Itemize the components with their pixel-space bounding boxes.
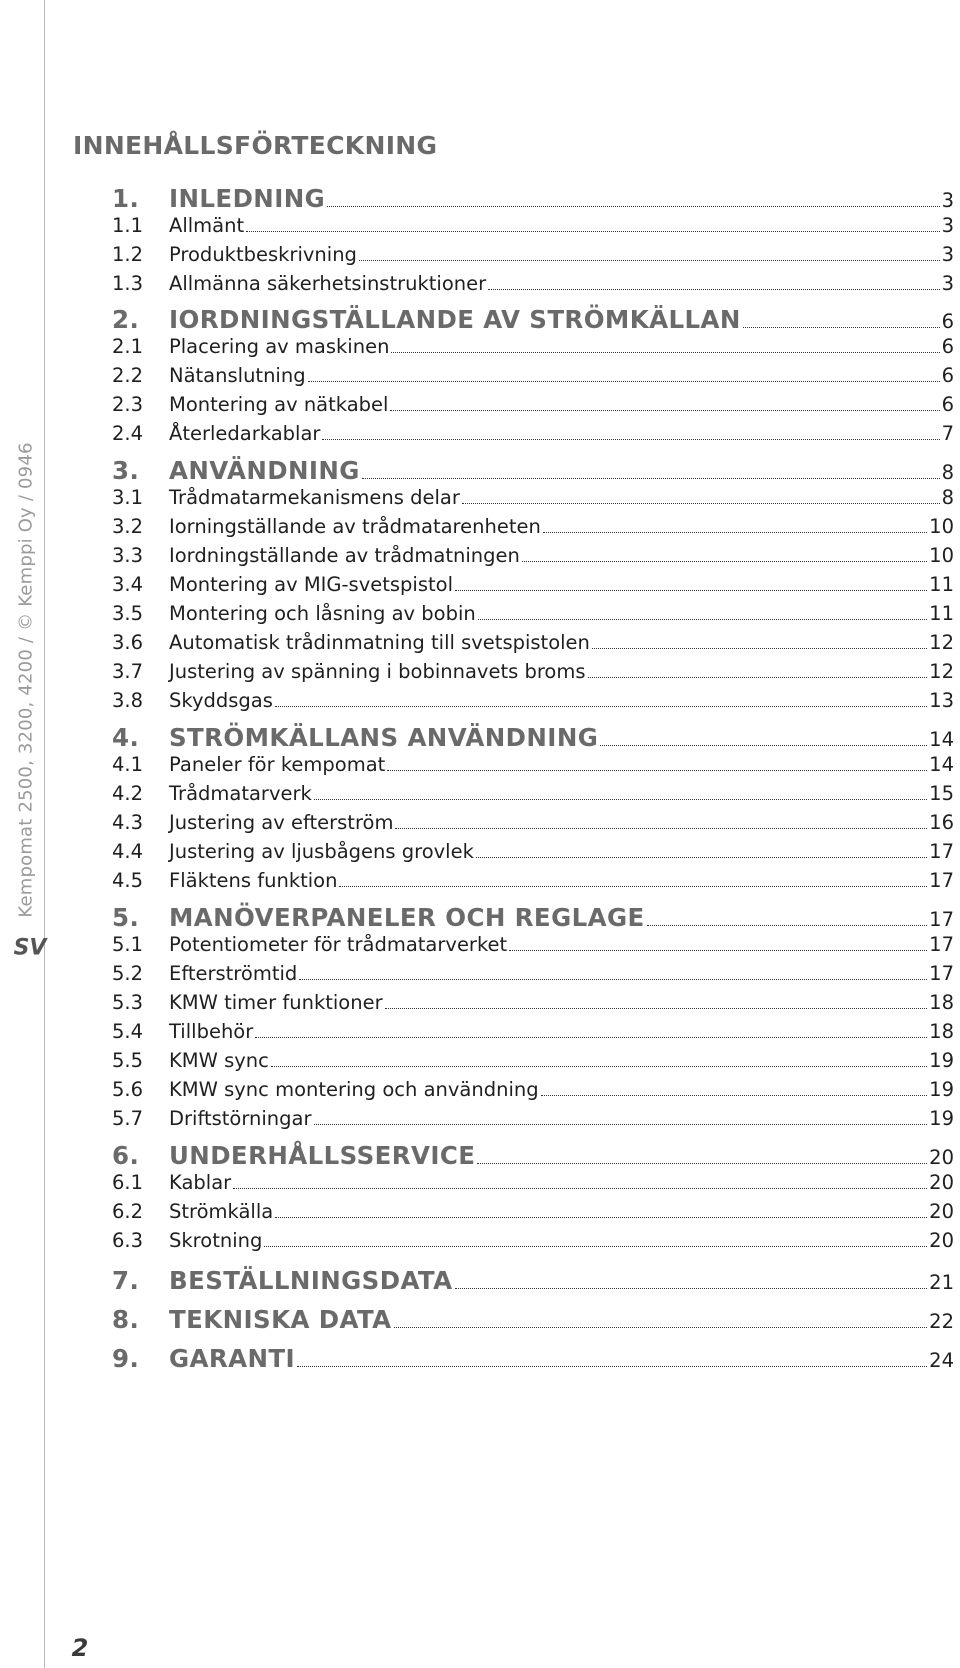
toc-entry-number: 2.3	[112, 393, 144, 416]
dot-leader	[308, 377, 940, 382]
toc-subsection-row[interactable]	[112, 602, 954, 625]
toc-title: INNEHÅLLSFÖRTECKNING	[73, 131, 438, 160]
toc-entry-label: Allmänt	[169, 214, 245, 237]
toc-entry-number: 6.3	[112, 1229, 144, 1252]
toc-subsection-row[interactable]	[112, 243, 954, 266]
toc-subsection-row[interactable]	[112, 573, 954, 596]
toc-entry-page: 6	[941, 335, 954, 358]
toc-entry-label: KMW sync	[169, 1049, 269, 1072]
toc-subsection-row[interactable]	[112, 422, 954, 445]
toc-entry-page: 8	[941, 461, 954, 484]
toc-entry-page: 20	[929, 1200, 954, 1223]
toc-subsection-row[interactable]	[112, 335, 954, 358]
toc-subsection-row[interactable]	[112, 486, 954, 509]
toc-entry-number: 5.2	[112, 962, 144, 985]
toc-entry-number: 5.4	[112, 1020, 144, 1043]
toc-entry-label: Placering av maskinen	[169, 335, 390, 358]
toc-entry-page: 6	[941, 393, 954, 416]
toc-section-row[interactable]	[112, 903, 954, 932]
language-code: SV	[13, 935, 47, 961]
toc-entry-label: IORDNINGSTÄLLANDE AV STRÖMKÄLLAN	[169, 305, 741, 334]
dot-leader	[314, 795, 927, 800]
toc-entry-page: 10	[929, 515, 954, 538]
toc-entry-page: 16	[929, 811, 954, 834]
toc-entry-number: 4.2	[112, 782, 144, 805]
toc-entry-number: 3.3	[112, 544, 144, 567]
dot-leader	[488, 285, 939, 290]
running-footer-vertical: Kempomat 2500, 3200, 4200 / © Kemppi Oy / 0946	[15, 442, 37, 918]
dot-leader	[391, 348, 939, 353]
toc-section-row[interactable]	[112, 305, 954, 334]
toc-entry-label: KMW sync montering och användning	[169, 1078, 539, 1101]
toc-subsection-row[interactable]	[112, 393, 954, 416]
toc-subsection-row[interactable]	[112, 544, 954, 567]
toc-entry-label: Justering av efterström	[169, 811, 394, 834]
toc-entry-number: 1.3	[112, 272, 144, 295]
toc-section-row[interactable]	[112, 184, 954, 213]
toc-entry-number: 5.1	[112, 933, 144, 956]
dot-leader	[314, 1120, 928, 1125]
toc-entry-label: Efterströmtid	[169, 962, 298, 985]
toc-entry-number: 2.2	[112, 364, 144, 387]
dot-leader	[541, 1091, 928, 1096]
dot-leader	[477, 1159, 927, 1164]
toc-entry-page: 3	[941, 243, 954, 266]
toc-entry-number: 4.1	[112, 753, 144, 776]
toc-entry-number: 9.	[112, 1344, 140, 1373]
toc-entry-number: 2.	[112, 305, 140, 334]
toc-subsection-row[interactable]	[112, 840, 954, 863]
toc-entry-page: 18	[929, 1020, 954, 1043]
toc-subsection-row[interactable]	[112, 1020, 954, 1043]
toc-entry-page: 20	[929, 1171, 954, 1194]
toc-entry-number: 3.	[112, 456, 140, 485]
toc-entry-number: 3.7	[112, 660, 144, 683]
toc-entry-page: 10	[929, 544, 954, 567]
toc-entry-label: Potentiometer för trådmatarverket	[169, 933, 508, 956]
toc-entry-page: 12	[929, 631, 954, 654]
dot-leader	[387, 766, 927, 771]
toc-entry-number: 3.4	[112, 573, 144, 596]
toc-entry-number: 5.3	[112, 991, 144, 1014]
dot-leader	[394, 1323, 928, 1328]
toc-entry-label: ANVÄNDNING	[169, 456, 360, 485]
toc-section-row[interactable]	[112, 456, 954, 485]
toc-entry-label: Återledarkablar	[169, 422, 321, 445]
toc-subsection-row[interactable]	[112, 933, 954, 956]
dot-leader	[600, 741, 927, 746]
toc-entry-page: 24	[929, 1349, 954, 1372]
toc-entry-number: 4.3	[112, 811, 144, 834]
toc-entry-page: 22	[929, 1310, 954, 1333]
toc-entry-number: 3.8	[112, 689, 144, 712]
toc-section-row[interactable]	[112, 1266, 954, 1295]
toc-entry-number: 3.1	[112, 486, 144, 509]
toc-subsection-row[interactable]	[112, 753, 954, 776]
dot-leader	[395, 824, 927, 829]
toc-entry-label: Montering av nätkabel	[169, 393, 389, 416]
dot-leader	[255, 1033, 927, 1038]
toc-entry-page: 17	[929, 908, 954, 931]
toc-section-row[interactable]	[112, 1141, 954, 1170]
toc-entry-label: Iordningställande av trådmatningen	[169, 544, 520, 567]
toc-entry-page: 17	[929, 869, 954, 892]
toc-entry-page: 3	[941, 189, 954, 212]
toc-entry-page: 11	[929, 602, 954, 625]
toc-entry-number: 5.6	[112, 1078, 144, 1101]
toc-entry-label: UNDERHÅLLSSERVICE	[169, 1141, 476, 1170]
toc-subsection-row[interactable]	[112, 631, 954, 654]
toc-entry-page: 18	[929, 991, 954, 1014]
toc-entry-label: Produktbeskrivning	[169, 243, 357, 266]
toc-entry-number: 1.	[112, 184, 140, 213]
toc-entry-label: Justering av ljusbågens grovlek	[169, 840, 474, 863]
toc-subsection-row[interactable]	[112, 962, 954, 985]
toc-entry-label: Montering av MIG-svetspistol	[169, 573, 453, 596]
toc-entry-number: 2.1	[112, 335, 144, 358]
dot-leader	[455, 1284, 928, 1289]
dot-leader	[476, 853, 927, 858]
dot-leader	[275, 1213, 927, 1218]
toc-subsection-row[interactable]	[112, 1049, 954, 1072]
toc-entry-label: STRÖMKÄLLANS ANVÄNDNING	[169, 723, 599, 752]
toc-entry-page: 6	[941, 364, 954, 387]
toc-entry-number: 8.	[112, 1305, 140, 1334]
toc-entry-number: 5.5	[112, 1049, 144, 1072]
toc-entry-label: Justering av spänning i bobinnavets broms	[169, 660, 586, 683]
toc-subsection-row[interactable]	[112, 811, 954, 834]
toc-entry-label: Strömkälla	[169, 1200, 274, 1223]
toc-entry-label: Allmänna säkerhetsinstruktioner	[169, 272, 487, 295]
toc-entry-page: 14	[929, 753, 954, 776]
toc-entry-label: Trådmatarverk	[169, 782, 312, 805]
dot-leader	[390, 406, 939, 411]
toc-entry-number: 4.4	[112, 840, 144, 863]
dot-leader	[543, 528, 927, 533]
toc-entry-number: 1.2	[112, 243, 144, 266]
toc-entry-label: Skrotning	[169, 1229, 263, 1252]
dot-leader	[299, 975, 927, 980]
toc-subsection-row[interactable]	[112, 782, 954, 805]
toc-entry-number: 6.2	[112, 1200, 144, 1223]
toc-entry-number: 3.5	[112, 602, 144, 625]
toc-entry-page: 11	[929, 573, 954, 596]
toc-entry-page: 6	[941, 310, 954, 333]
toc-entry-number: 4.5	[112, 869, 144, 892]
toc-entry-page: 17	[929, 933, 954, 956]
toc-entry-page: 19	[929, 1049, 954, 1072]
toc-entry-label: Automatisk trådinmatning till svetspistolen	[169, 631, 590, 654]
toc-entry-page: 8	[941, 486, 954, 509]
dot-leader	[385, 1004, 928, 1009]
toc-subsection-row[interactable]	[112, 214, 954, 237]
toc-entry-page: 15	[929, 782, 954, 805]
toc-entry-page: 17	[929, 962, 954, 985]
dot-leader	[264, 1242, 927, 1247]
toc-entry-number: 6.	[112, 1141, 140, 1170]
toc-subsection-row[interactable]	[112, 1200, 954, 1223]
dot-leader	[588, 673, 928, 678]
toc-entry-number: 1.1	[112, 214, 144, 237]
toc-section-row[interactable]	[112, 723, 954, 752]
toc-entry-page: 3	[941, 214, 954, 237]
toc-entry-label: Skyddsgas	[169, 689, 273, 712]
toc-entry-number: 2.4	[112, 422, 144, 445]
toc-entry-number: 5.7	[112, 1107, 144, 1130]
toc-entry-label: MANÖVERPANELER OCH REGLAGE	[169, 903, 645, 932]
toc-entry-page: 17	[929, 840, 954, 863]
dot-leader	[478, 615, 927, 620]
dot-leader	[509, 946, 927, 951]
dot-leader	[339, 882, 927, 887]
toc-subsection-row[interactable]	[112, 515, 954, 538]
dot-leader	[271, 1062, 927, 1067]
toc-entry-label: Trådmatarmekanismens delar	[169, 486, 460, 509]
toc-entry-page: 20	[929, 1229, 954, 1252]
toc-entry-number: 3.6	[112, 631, 144, 654]
dot-leader	[297, 1362, 927, 1367]
dot-leader	[233, 1184, 927, 1189]
dot-leader	[275, 702, 927, 707]
toc-entry-label: BESTÄLLNINGSDATA	[169, 1266, 453, 1295]
dot-leader	[743, 323, 940, 328]
toc-entry-page: 13	[929, 689, 954, 712]
dot-leader	[359, 256, 940, 261]
toc-entry-label: Kablar	[169, 1171, 232, 1194]
toc-entry-page: 7	[941, 422, 954, 445]
toc-subsection-row[interactable]	[112, 991, 954, 1014]
toc-entry-page: 20	[929, 1146, 954, 1169]
toc-entry-number: 5.	[112, 903, 140, 932]
dot-leader	[322, 435, 939, 440]
page-number: 2	[71, 1634, 89, 1662]
toc-entry-number: 4.	[112, 723, 140, 752]
toc-entry-label: Nätanslutning	[169, 364, 306, 387]
toc-subsection-row[interactable]	[112, 1078, 954, 1101]
toc-entry-label: Driftstörningar	[169, 1107, 312, 1130]
toc-entry-label: Fläktens funktion	[169, 869, 338, 892]
dot-leader	[522, 557, 927, 562]
toc-entry-label: Iorningställande av trådmatarenheten	[169, 515, 541, 538]
toc-subsection-row[interactable]	[112, 660, 954, 683]
toc-subsection-row[interactable]	[112, 1107, 954, 1130]
toc-subsection-row[interactable]	[112, 1229, 954, 1252]
toc-entry-page: 21	[929, 1271, 954, 1294]
toc-entry-page: 3	[941, 272, 954, 295]
toc-entry-label: INLEDNING	[169, 184, 326, 213]
toc-entry-page: 19	[929, 1078, 954, 1101]
toc-entry-page: 14	[929, 728, 954, 751]
toc-entry-label: GARANTI	[169, 1344, 296, 1373]
toc-entry-label: Paneler för kempomat	[169, 753, 386, 776]
dot-leader	[462, 499, 940, 504]
toc-entry-page: 19	[929, 1107, 954, 1130]
dot-leader	[592, 644, 927, 649]
dot-leader	[455, 586, 927, 591]
margin-rule	[44, 0, 45, 1668]
dot-leader	[647, 921, 928, 926]
toc-subsection-row[interactable]	[112, 1171, 954, 1194]
toc-subsection-row[interactable]	[112, 364, 954, 387]
toc-subsection-row[interactable]	[112, 869, 954, 892]
dot-leader	[246, 227, 939, 232]
toc-entry-number: 3.2	[112, 515, 144, 538]
toc-entry-page: 12	[929, 660, 954, 683]
toc-subsection-row[interactable]	[112, 272, 954, 295]
dot-leader	[362, 474, 940, 479]
toc-subsection-row[interactable]	[112, 689, 954, 712]
toc-section-row[interactable]	[112, 1305, 954, 1334]
toc-entry-label: Montering och låsning av bobin	[169, 602, 476, 625]
toc-entry-label: Tillbehör	[169, 1020, 254, 1043]
dot-leader	[327, 202, 939, 207]
toc-section-row[interactable]	[112, 1344, 954, 1373]
toc-entry-label: KMW timer funktioner	[169, 991, 383, 1014]
toc-entry-number: 7.	[112, 1266, 140, 1295]
toc-entry-number: 6.1	[112, 1171, 144, 1194]
toc-entry-label: TEKNISKA DATA	[169, 1305, 392, 1334]
